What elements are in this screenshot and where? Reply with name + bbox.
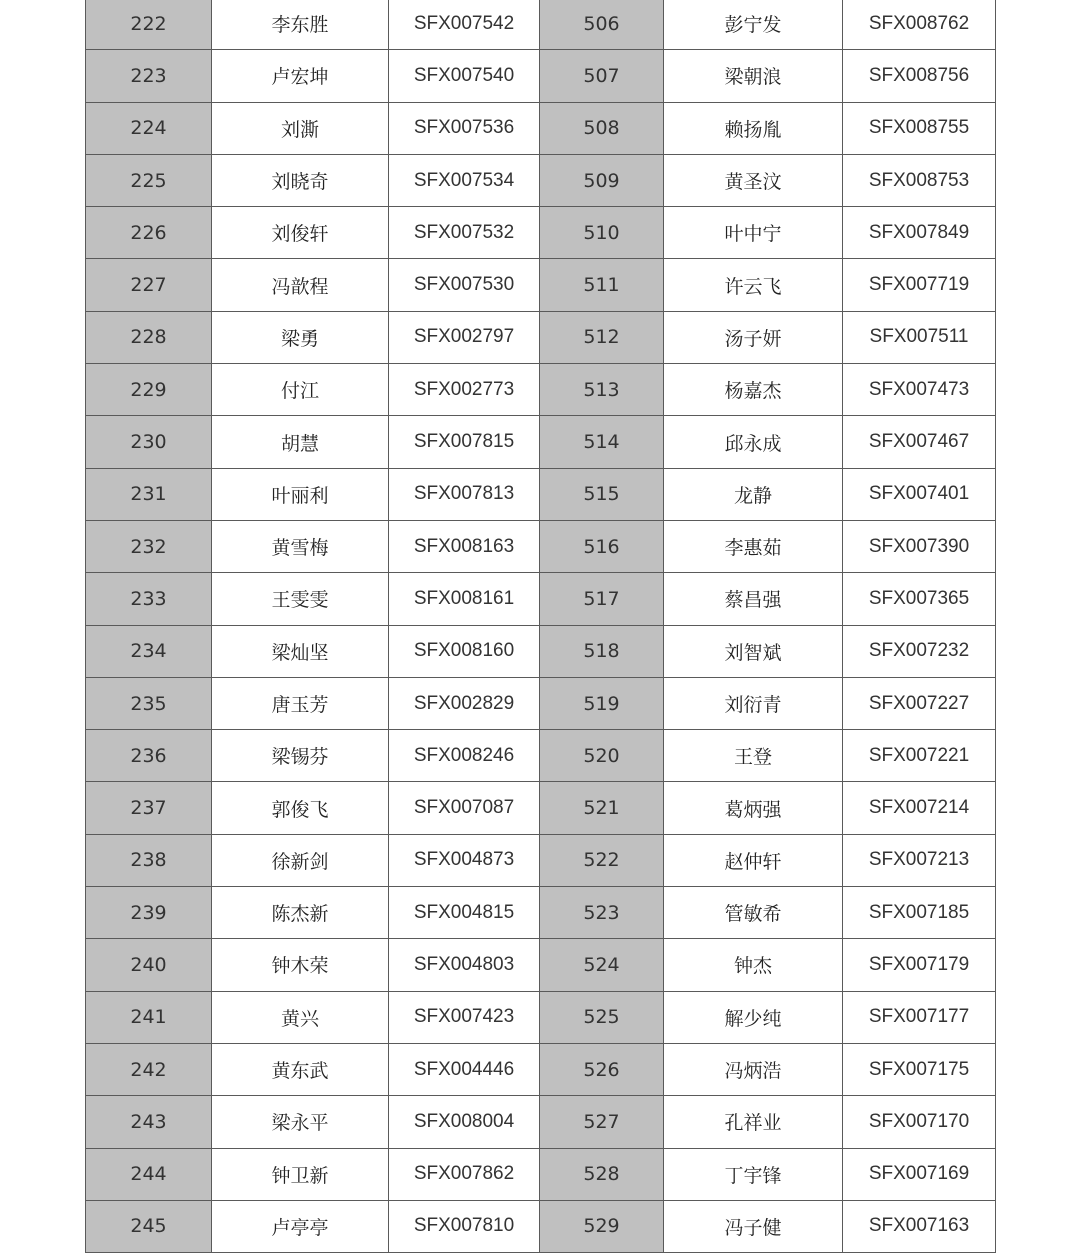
- left-number-cell: 238: [86, 834, 212, 886]
- right-code-cell: SFX007177: [843, 991, 996, 1043]
- right-name-cell: 葛炳强: [664, 782, 843, 834]
- left-name-cell: 卢宏坤: [212, 50, 389, 102]
- right-name-cell: 解少纯: [664, 991, 843, 1043]
- table-row: [86, 677, 996, 729]
- right-name-cell: 赖扬胤: [664, 102, 843, 154]
- left-name-cell: 叶丽利: [212, 468, 389, 520]
- right-number-cell: 511: [540, 259, 664, 311]
- left-number-cell: 239: [86, 887, 212, 939]
- table-row: [86, 364, 996, 416]
- table-row: [86, 991, 996, 1043]
- table-row: [86, 102, 996, 154]
- right-number-cell: 527: [540, 1096, 664, 1148]
- right-code-cell: SFX007227: [843, 677, 996, 729]
- table-row: [86, 939, 996, 991]
- left-number-cell: 232: [86, 520, 212, 572]
- left-code-cell: SFX004873: [389, 834, 540, 886]
- right-number-cell: 515: [540, 468, 664, 520]
- left-number-cell: 242: [86, 1043, 212, 1095]
- left-number-cell: 244: [86, 1148, 212, 1200]
- right-number-cell: 514: [540, 416, 664, 468]
- right-code-cell: SFX007214: [843, 782, 996, 834]
- right-number-cell: 510: [540, 207, 664, 259]
- right-name-cell: 李惠茹: [664, 520, 843, 572]
- left-name-cell: 郭俊飞: [212, 782, 389, 834]
- left-name-cell: 付江: [212, 364, 389, 416]
- left-name-cell: 梁勇: [212, 311, 389, 363]
- right-number-cell: 509: [540, 154, 664, 206]
- table-row: [86, 730, 996, 782]
- left-name-cell: 王雯雯: [212, 573, 389, 625]
- left-code-cell: SFX008246: [389, 730, 540, 782]
- left-number-cell: 245: [86, 1200, 212, 1252]
- left-code-cell: SFX002773: [389, 364, 540, 416]
- right-name-cell: 刘智斌: [664, 625, 843, 677]
- left-name-cell: 梁永平: [212, 1096, 389, 1148]
- left-number-cell: 240: [86, 939, 212, 991]
- left-name-cell: 陈杰新: [212, 887, 389, 939]
- left-code-cell: SFX002797: [389, 311, 540, 363]
- left-number-cell: 235: [86, 677, 212, 729]
- right-number-cell: 519: [540, 677, 664, 729]
- roster-table: [85, 0, 996, 1253]
- left-name-cell: 黄东武: [212, 1043, 389, 1095]
- left-code-cell: SFX008161: [389, 573, 540, 625]
- left-code-cell: SFX008163: [389, 520, 540, 572]
- left-number-cell: 227: [86, 259, 212, 311]
- right-name-cell: 汤子妍: [664, 311, 843, 363]
- right-code-cell: SFX007179: [843, 939, 996, 991]
- right-name-cell: 梁朝浪: [664, 50, 843, 102]
- right-code-cell: SFX007175: [843, 1043, 996, 1095]
- left-name-cell: 黄雪梅: [212, 520, 389, 572]
- right-code-cell: SFX007185: [843, 887, 996, 939]
- right-number-cell: 508: [540, 102, 664, 154]
- right-number-cell: 513: [540, 364, 664, 416]
- table-row: [86, 625, 996, 677]
- left-name-cell: 刘俊轩: [212, 207, 389, 259]
- left-number-cell: 237: [86, 782, 212, 834]
- right-code-cell: SFX007365: [843, 573, 996, 625]
- left-name-cell: 胡慧: [212, 416, 389, 468]
- left-code-cell: SFX004446: [389, 1043, 540, 1095]
- right-name-cell: 赵仲轩: [664, 834, 843, 886]
- left-name-cell: 钟卫新: [212, 1148, 389, 1200]
- left-name-cell: 黄兴: [212, 991, 389, 1043]
- left-name-cell: 唐玉芳: [212, 677, 389, 729]
- table-row: [86, 259, 996, 311]
- left-code-cell: SFX007810: [389, 1200, 540, 1252]
- right-code-cell: SFX007467: [843, 416, 996, 468]
- left-number-cell: 228: [86, 311, 212, 363]
- left-name-cell: 刘澌: [212, 102, 389, 154]
- left-code-cell: SFX004815: [389, 887, 540, 939]
- right-name-cell: 彭宁发: [664, 0, 843, 50]
- left-number-cell: 224: [86, 102, 212, 154]
- right-name-cell: 王登: [664, 730, 843, 782]
- right-code-cell: SFX007163: [843, 1200, 996, 1252]
- table-row: [86, 0, 996, 50]
- left-code-cell: SFX007532: [389, 207, 540, 259]
- left-name-cell: 梁灿坚: [212, 625, 389, 677]
- right-number-cell: 517: [540, 573, 664, 625]
- right-number-cell: 525: [540, 991, 664, 1043]
- right-code-cell: SFX008762: [843, 0, 996, 50]
- left-name-cell: 梁锡芬: [212, 730, 389, 782]
- table-row: [86, 834, 996, 886]
- right-code-cell: SFX007719: [843, 259, 996, 311]
- right-code-cell: SFX008753: [843, 154, 996, 206]
- table-row: [86, 416, 996, 468]
- right-name-cell: 管敏希: [664, 887, 843, 939]
- table-row: [86, 50, 996, 102]
- left-number-cell: 234: [86, 625, 212, 677]
- left-code-cell: SFX008004: [389, 1096, 540, 1148]
- table-row: [86, 468, 996, 520]
- right-number-cell: 522: [540, 834, 664, 886]
- left-number-cell: 236: [86, 730, 212, 782]
- right-name-cell: 冯炳浩: [664, 1043, 843, 1095]
- right-name-cell: 钟杰: [664, 939, 843, 991]
- right-number-cell: 520: [540, 730, 664, 782]
- left-code-cell: SFX007542: [389, 0, 540, 50]
- table-row: [86, 154, 996, 206]
- table-row: [86, 207, 996, 259]
- table-row: [86, 573, 996, 625]
- left-code-cell: SFX007087: [389, 782, 540, 834]
- right-name-cell: 叶中宁: [664, 207, 843, 259]
- right-code-cell: SFX007390: [843, 520, 996, 572]
- left-code-cell: SFX007815: [389, 416, 540, 468]
- left-code-cell: SFX007540: [389, 50, 540, 102]
- right-name-cell: 冯子健: [664, 1200, 843, 1252]
- right-number-cell: 529: [540, 1200, 664, 1252]
- left-name-cell: 冯歆程: [212, 259, 389, 311]
- left-code-cell: SFX007862: [389, 1148, 540, 1200]
- right-name-cell: 杨嘉杰: [664, 364, 843, 416]
- right-number-cell: 506: [540, 0, 664, 50]
- right-number-cell: 528: [540, 1148, 664, 1200]
- left-number-cell: 226: [86, 207, 212, 259]
- right-code-cell: SFX007169: [843, 1148, 996, 1200]
- right-code-cell: SFX007170: [843, 1096, 996, 1148]
- right-number-cell: 521: [540, 782, 664, 834]
- left-number-cell: 233: [86, 573, 212, 625]
- right-number-cell: 512: [540, 311, 664, 363]
- left-code-cell: SFX002829: [389, 677, 540, 729]
- right-code-cell: SFX007511: [843, 311, 996, 363]
- left-number-cell: 241: [86, 991, 212, 1043]
- right-name-cell: 许云飞: [664, 259, 843, 311]
- left-code-cell: SFX007536: [389, 102, 540, 154]
- left-name-cell: 李东胜: [212, 0, 389, 50]
- right-name-cell: 黄圣汶: [664, 154, 843, 206]
- left-number-cell: 230: [86, 416, 212, 468]
- right-number-cell: 523: [540, 887, 664, 939]
- table-row: [86, 311, 996, 363]
- right-code-cell: SFX007849: [843, 207, 996, 259]
- table-row: [86, 1096, 996, 1148]
- right-code-cell: SFX007232: [843, 625, 996, 677]
- left-code-cell: SFX007423: [389, 991, 540, 1043]
- left-number-cell: 223: [86, 50, 212, 102]
- left-name-cell: 卢亭亭: [212, 1200, 389, 1252]
- left-code-cell: SFX007530: [389, 259, 540, 311]
- table-row: [86, 1200, 996, 1252]
- right-name-cell: 蔡昌强: [664, 573, 843, 625]
- right-number-cell: 518: [540, 625, 664, 677]
- left-number-cell: 229: [86, 364, 212, 416]
- right-number-cell: 524: [540, 939, 664, 991]
- left-name-cell: 刘晓奇: [212, 154, 389, 206]
- left-number-cell: 225: [86, 154, 212, 206]
- right-name-cell: 丁宇锋: [664, 1148, 843, 1200]
- left-code-cell: SFX008160: [389, 625, 540, 677]
- table-row: [86, 887, 996, 939]
- right-name-cell: 龙静: [664, 468, 843, 520]
- right-name-cell: 邱永成: [664, 416, 843, 468]
- table-row: [86, 1148, 996, 1200]
- right-code-cell: SFX007221: [843, 730, 996, 782]
- right-code-cell: SFX008756: [843, 50, 996, 102]
- left-number-cell: 243: [86, 1096, 212, 1148]
- right-number-cell: 526: [540, 1043, 664, 1095]
- left-number-cell: 222: [86, 0, 212, 50]
- left-code-cell: SFX004803: [389, 939, 540, 991]
- right-name-cell: 孔祥业: [664, 1096, 843, 1148]
- right-name-cell: 刘衍青: [664, 677, 843, 729]
- right-code-cell: SFX008755: [843, 102, 996, 154]
- left-name-cell: 徐新剑: [212, 834, 389, 886]
- right-number-cell: 516: [540, 520, 664, 572]
- roster-table-body: [86, 0, 996, 1253]
- right-code-cell: SFX007401: [843, 468, 996, 520]
- left-code-cell: SFX007813: [389, 468, 540, 520]
- table-row: [86, 520, 996, 572]
- right-code-cell: SFX007473: [843, 364, 996, 416]
- left-number-cell: 231: [86, 468, 212, 520]
- right-code-cell: SFX007213: [843, 834, 996, 886]
- table-row: [86, 1043, 996, 1095]
- left-code-cell: SFX007534: [389, 154, 540, 206]
- right-number-cell: 507: [540, 50, 664, 102]
- left-name-cell: 钟木荣: [212, 939, 389, 991]
- table-row: [86, 782, 996, 834]
